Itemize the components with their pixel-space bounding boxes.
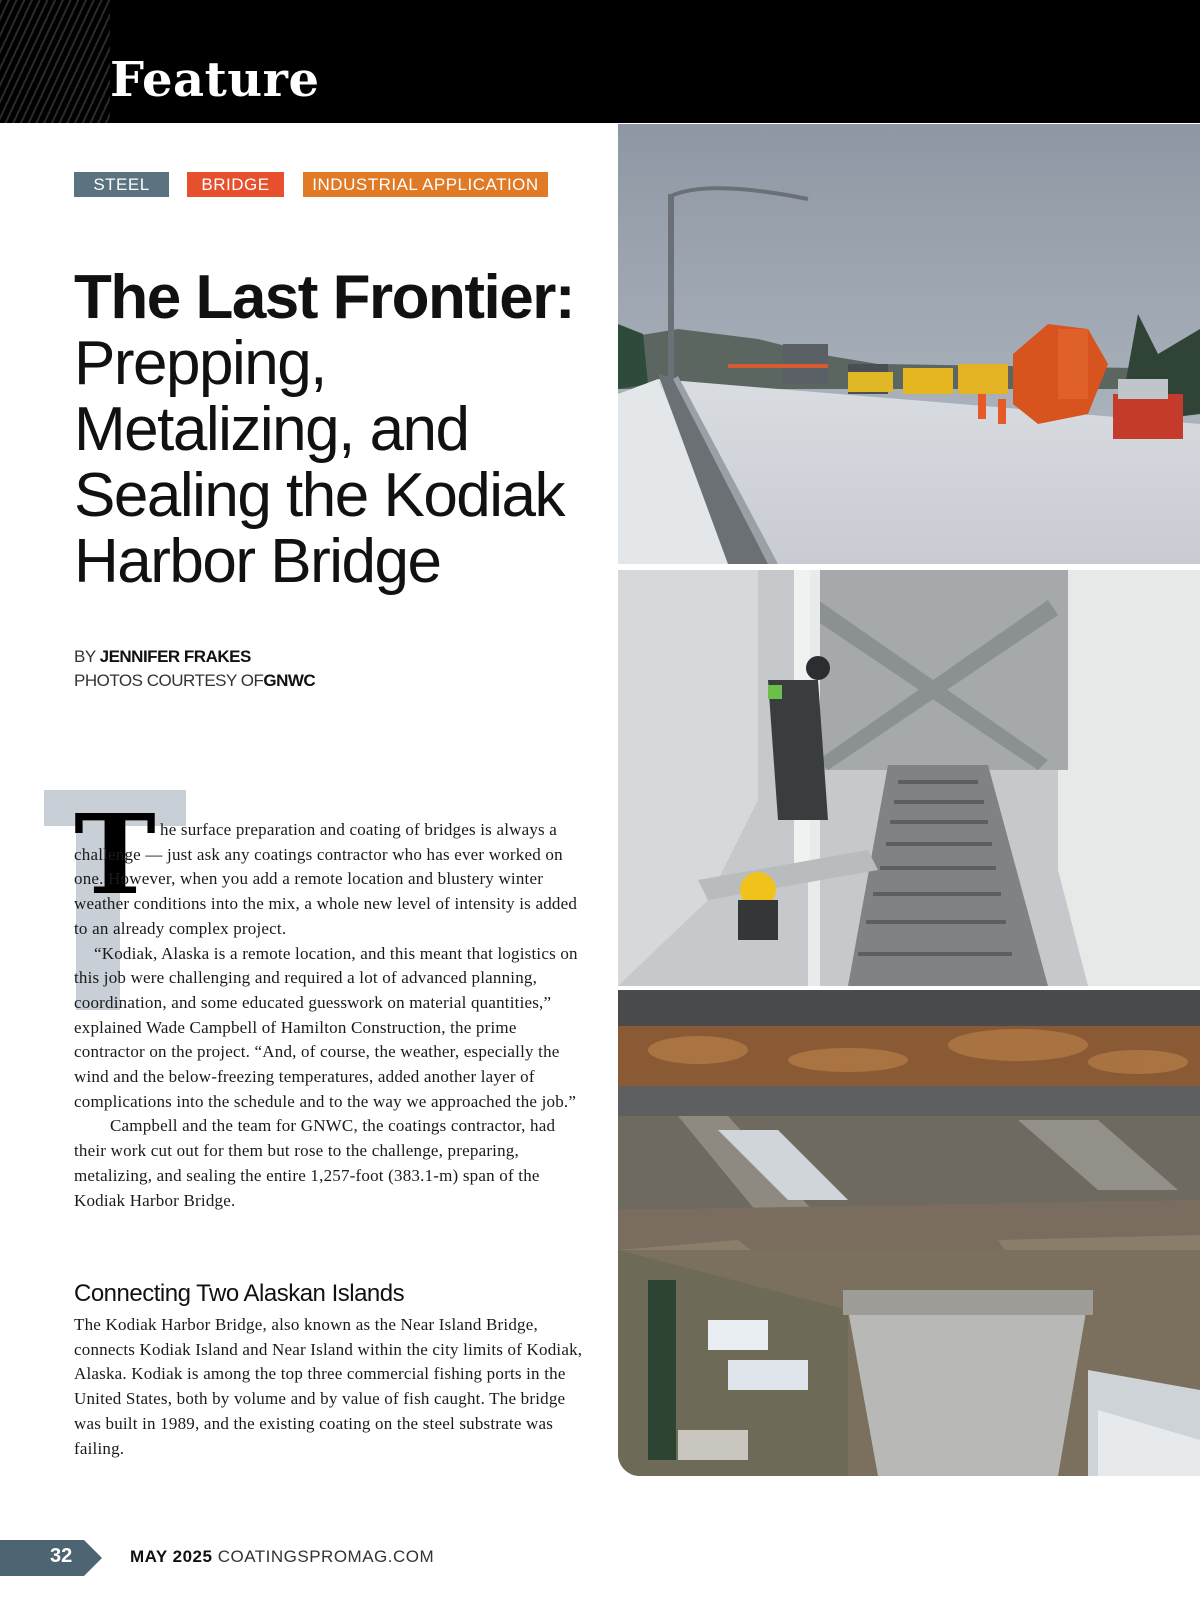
article-body-continued	[74, 1313, 588, 1461]
article-paragraph: The Kodiak Harbor Bridge, also known as the Near Island Bridge, connects Kodiak Island and Near Island within the city limits of Kodiak, Alaska. Kodiak is among the top three commercial fishing ports in the United States, both by volume and by value of fish caught. The bridge was built in 1989, and the existing coating on the steel substrate was failing.	[74, 1315, 583, 1458]
author-line	[74, 645, 315, 669]
author-name: JENNIFER FRAKES	[99, 647, 251, 666]
drop-cap: T	[74, 790, 156, 919]
headline-main: The Last Frontier:	[74, 263, 575, 332]
photo-bridge-deck-image	[618, 124, 1200, 564]
photo-credit-line	[74, 669, 315, 693]
photo-credit: GNWC	[263, 671, 316, 690]
issue-date: MAY 2025	[130, 1547, 213, 1566]
page-number: 32	[50, 1545, 73, 1567]
article-paragraph: Campbell and the team for GNWC, the coatings contractor, had their work cut out for them but rose to the challenge, preparing, metalizing, and sealing the entire 1,257-foot (383.1-m) span of the Kodiak Harbor Bridge.	[74, 1116, 556, 1210]
header-bar	[0, 0, 1200, 123]
headline	[74, 265, 604, 595]
subhead: Connecting Two Alaskan Islands	[74, 1280, 405, 1307]
drop-cap-background-cut	[44, 826, 76, 1011]
tag-bridge: BRIDGE	[187, 172, 284, 197]
tag-steel: STEEL	[74, 172, 169, 197]
article-paragraph: “Kodiak, Alaska is a remote location, and this meant that logistics on this job were challenging and required a lot of advanced planning, coordination, and some educated guesswork on material quantities,” explained Wade Campbell of Hamilton Construction, the prime contractor on the project. “And, of course, the weather, especially the wind and the below-freezing temperatures, added another layer of complications into the schedule and to the way we approached the job.”	[74, 943, 578, 1111]
photo-girder-interior-image	[618, 570, 1200, 986]
footer-issue-line	[130, 1547, 434, 1567]
headline-sub: Prepping, Metalizing, and Sealing the Kodiak Harbor Bridge	[74, 329, 565, 596]
photo-bridge-underside-image	[618, 990, 1200, 1476]
tag-industrial-application: INDUSTRIAL APPLICATION	[303, 172, 548, 197]
header-stripes	[0, 0, 110, 123]
byline	[74, 645, 315, 693]
by-prefix: BY	[74, 647, 96, 666]
photos-prefix: PHOTOS COURTESY OF	[74, 671, 264, 690]
article-paragraph: he surface preparation and coating of bridges is always a challenge — just ask any coatings contractor who has ever worked on one. However, when you add a remote location and blustery winter weather conditions into the mix, a whole new level of intensity is added to an already complex project.	[74, 820, 578, 938]
photo-bridge-underside	[618, 990, 1200, 1476]
photo-girder-interior	[618, 570, 1200, 986]
site-url: COATINGSPROMAG.COM	[217, 1547, 435, 1566]
section-title: Feature	[110, 52, 320, 108]
photo-bridge-deck	[618, 124, 1200, 564]
article-body	[74, 818, 588, 1213]
